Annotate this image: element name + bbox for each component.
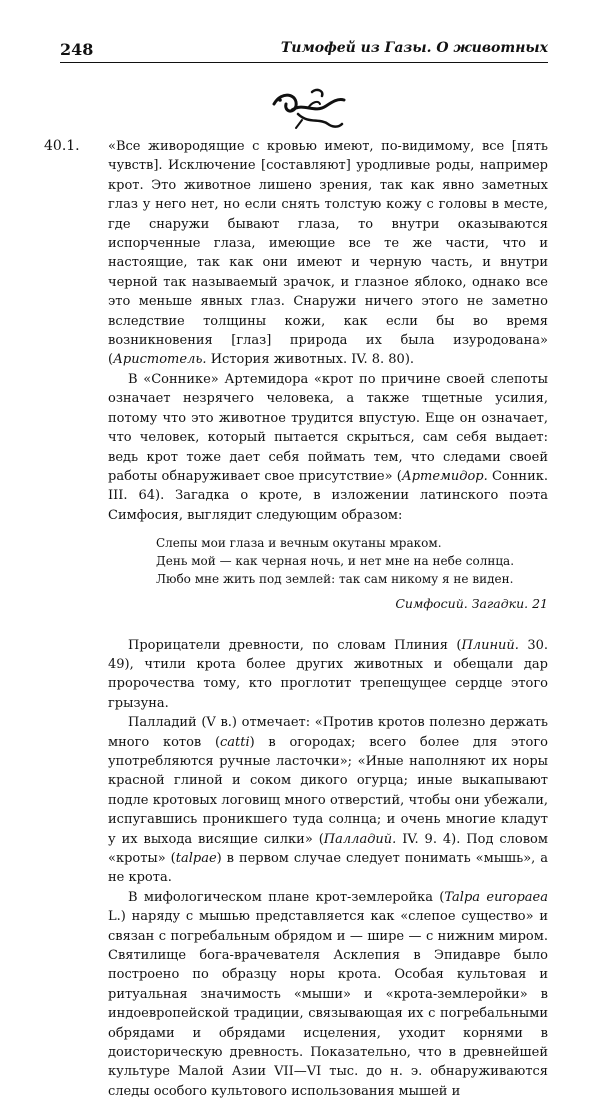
p4-latin-talpae: talpae (175, 851, 217, 866)
section-number: 40.1. (44, 138, 80, 154)
page-number: 248 (60, 40, 94, 59)
p2-text-a: В «Соннике» Артемидора «крот по причине своей слепоты означает незрячего человека, а также тщетные усилия, потому что это животное трудится впустую. Еще он означает, что человек, который пытается скрыться, сам себя выдает: ведь крот тоже дает себя поймать тем, что следами своей работы обнаруживает свое присутствие» ( (108, 371, 548, 484)
p1-text-a: «Все живородящие с кровью имеют, по-видимому, все [пять чувств]. Исключение [составляют] уродливые роды, например крот. Это животное лишено зрения, так как явно заметных глаз у него нет, но если снять толстую кожу с головы в месте, где снаружи бывают глаза, то внутри оказываются испорченные глаза, имеющие все те же части, что и настоящие, так как они имеют и черную часть, и внутри черной так называемый зрачок, и глазное яблоко, однако все это меньше явных глаз. Снаружи ничего этого не заметно вследствие толщины кожи, как если бы во время возникновения [глаз] природа их была изуродована» ( (108, 139, 548, 368)
poem-line: День мой — как черная ночь, и нет мне на небе солнца. (156, 554, 515, 569)
running-title: Тимофей из Газы. О животных (280, 40, 548, 56)
paragraph-palladius (108, 713, 548, 888)
p5-latin: Talpa europaea (444, 889, 548, 905)
p4-text-d: ) в первом случае следует понимать «мышь», а не крота. (108, 851, 548, 886)
p3-citation: Плиний. (461, 637, 519, 653)
p4-text-c: IV. 9. 4). Под словом «кроты» ( (108, 831, 548, 866)
p3-text-a: Прорицатели древности, по словам Плиния ( (128, 637, 462, 653)
ornament-icon (268, 84, 348, 132)
p3-text-b: 30. 49), чтили крота более других животных и обещали дар пророчества тому, кто проглотит трепещущее сердце этого грызуна. (108, 637, 548, 711)
p4-text-a: Палладий (V в.) отмечает: «Против кротов полезно держать много котов ( (108, 715, 548, 750)
riddle-poem (156, 534, 548, 588)
section-40-1 (44, 137, 548, 1101)
poem-line: Любо мне жить под землей: так сам никому я не виден. (156, 572, 514, 587)
p4-latin-catti: catti (220, 734, 250, 750)
p5-text-b: L.) наряду с мышью представляется как «слепое существо» и связан с погребальным обрядом и — шире — с нижним миром. Святилище бога-врачевателя Асклепия в Эпидавре было построено по образцу норы крота. Особая культовая и ритуальная значимость «мыши» и «крота-землеройки» в индоевропейской традиции, связывающая их с погребальными обрядами и обрядами исцеления, уходит корнями в доисторическую древность. Показательно, что в древнейшей культуре Малой Азии VII—VI тыс. до н. э. обнаруживаются следы особого культового использования мышей и (108, 909, 548, 1099)
paragraph-pliny (108, 636, 548, 714)
p4-citation: Палладий. (323, 831, 397, 847)
p1-citation: Аристотель. (113, 352, 207, 368)
paragraph-aristotle (108, 137, 548, 370)
paragraph-artemidorus (108, 370, 548, 525)
poem-line: Слепы мои глаза и вечным окутаны мраком. (156, 536, 442, 551)
p1-text-b: История животных. IV. 8. 80). (206, 352, 415, 368)
p2-citation: Артемидор. (401, 468, 488, 484)
poem-attribution: Симфосий. Загадки. 21 (395, 596, 548, 612)
page-header (60, 40, 548, 62)
p5-text-a: В мифологическом плане крот-землеройка ( (128, 889, 445, 905)
p4-text-b: ) в огородах; всего более для этого употребляются ручные ласточки»; «Иные наполняют их норы красной глиной и соком дикого огурца; иные выкапывают подле кротовых логовищ много отверстий, чтобы они убежали, испугавшись проникшего туда солнца; и очень многие кладут у их выхода висящие силки» ( (108, 734, 548, 847)
p2-text-b: Сонник. III. 64). Загадка о кроте, в изложении латинского поэта Симфосия, выглядит следующим образом: (108, 468, 548, 523)
header-rule (60, 62, 548, 63)
paragraph-mythology (108, 888, 548, 1101)
